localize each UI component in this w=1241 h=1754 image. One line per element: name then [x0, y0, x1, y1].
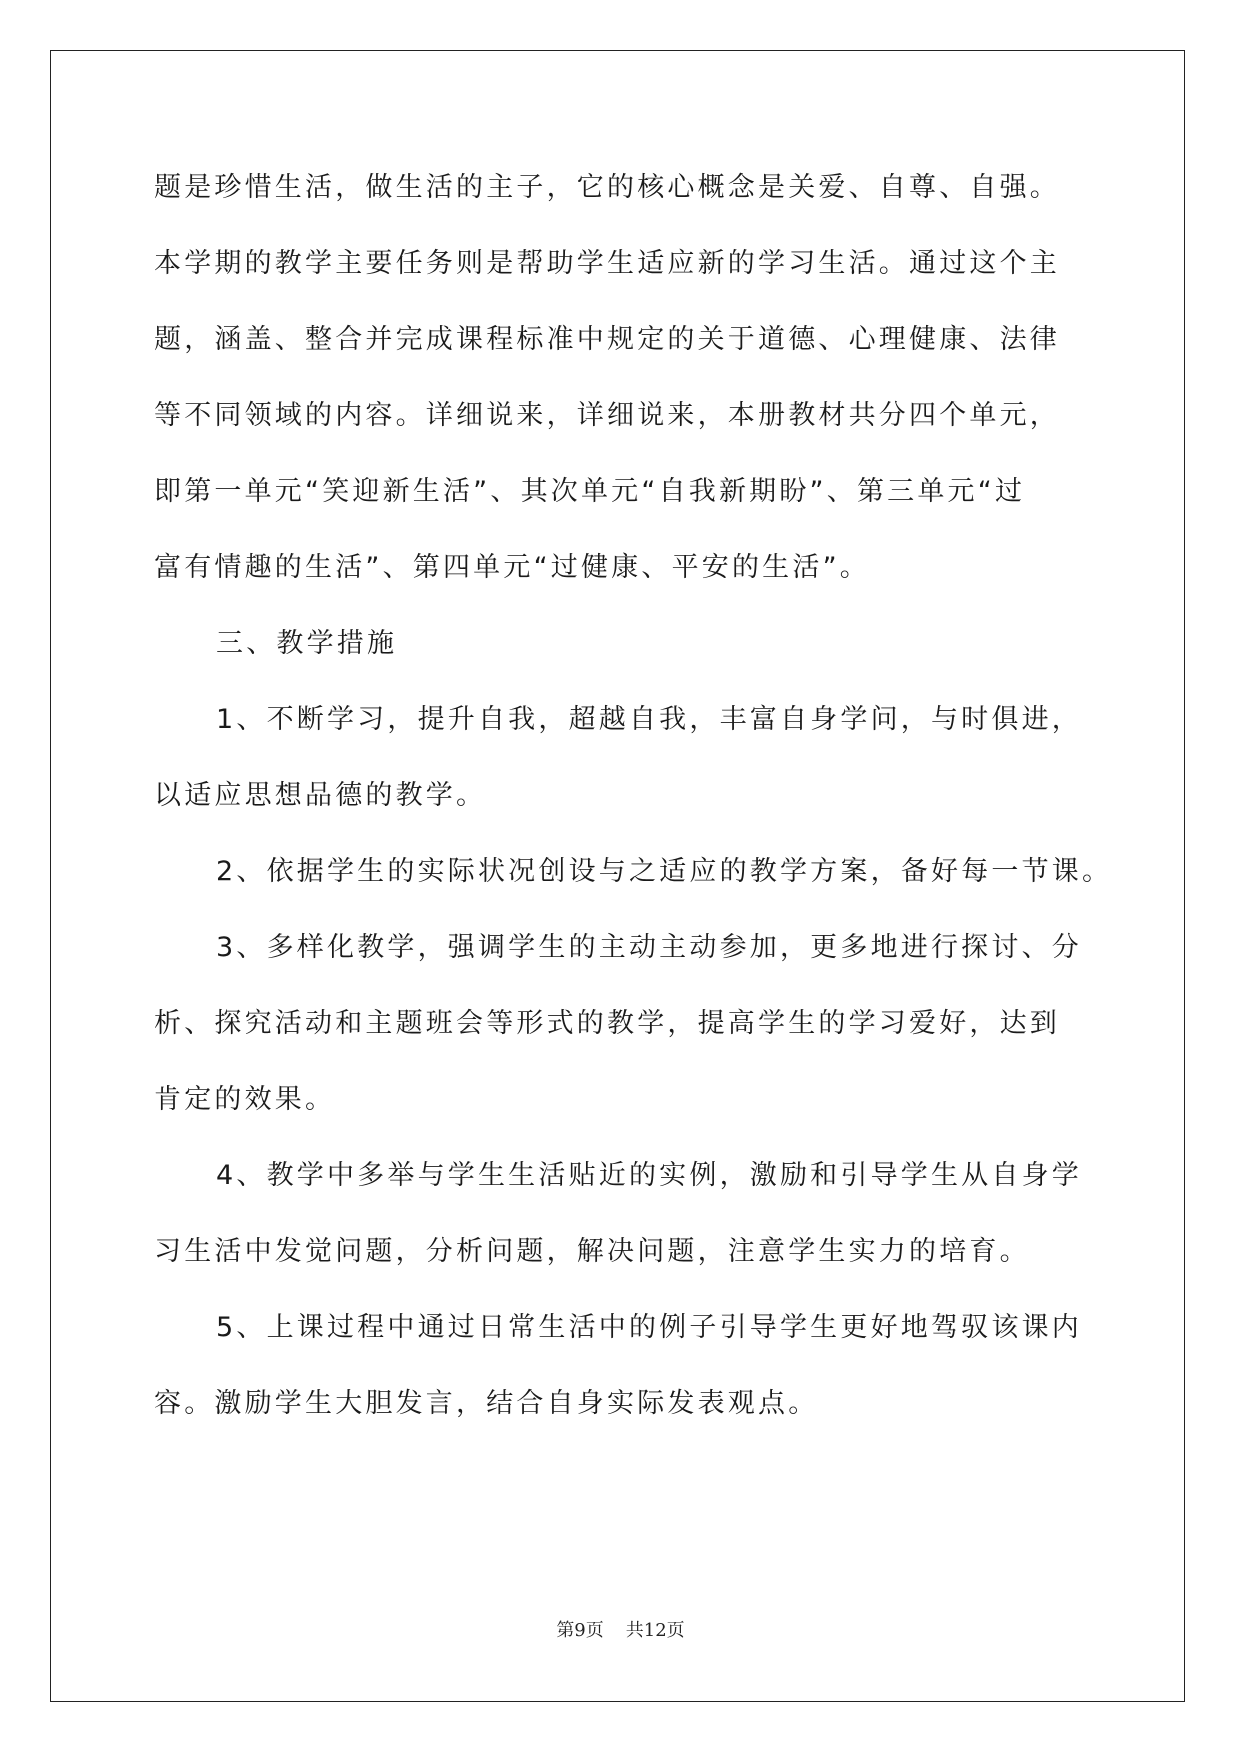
page-number: 第9页	[556, 1620, 604, 1641]
text-line-1: 题是珍惜生活，做生活的主子，它的核心概念是关爱、自尊、自强。	[154, 172, 1060, 203]
text-line-6: 富有情趣的生活”、第四单元“过健康、平安的生活”。	[154, 552, 870, 583]
document-body	[154, 150, 1113, 1442]
text-line-13: 肯定的效果。	[154, 1084, 336, 1115]
text-line-8: 1、不断学习，提升自我，超越自我，丰富自身学问，与时俱进，	[216, 704, 1082, 735]
section-heading: 三、教学措施	[216, 628, 398, 659]
page-total: 共12页	[625, 1620, 685, 1641]
text-line-2: 本学期的教学主要任务则是帮助学生适应新的学习生活。通过这个主	[154, 248, 1060, 279]
text-line-16: 5、上课过程中通过日常生活中的例子引导学生更好地驾驭该课内	[216, 1312, 1082, 1343]
text-line-3: 题，涵盖、整合并完成课程标准中规定的关于道德、心理健康、法律	[154, 324, 1060, 355]
page-footer	[0, 1616, 1241, 1642]
text-line-9: 以适应思想品德的教学。	[154, 780, 487, 811]
text-line-14: 4、教学中多举与学生生活贴近的实例，激励和引导学生从自身学	[216, 1160, 1082, 1191]
text-line-5: 即第一单元“笑迎新生活”、其次单元“自我新期盼”、第三单元“过	[154, 476, 1026, 507]
text-line-17: 容。激励学生大胆发言，结合自身实际发表观点。	[154, 1388, 819, 1419]
text-line-15: 习生活中发觉问题，分析问题，解决问题，注意学生实力的培育。	[154, 1236, 1030, 1267]
text-line-4: 等不同领域的内容。详细说来，详细说来，本册教材共分四个单元，	[154, 400, 1060, 431]
text-line-11: 3、多样化教学，强调学生的主动主动参加，更多地进行探讨、分	[216, 932, 1082, 963]
text-line-10: 2、依据学生的实际状况创设与之适应的教学方案，备好每一节课。	[216, 856, 1113, 887]
text-line-12: 析、探究活动和主题班会等形式的教学，提高学生的学习爱好，达到	[154, 1008, 1060, 1039]
